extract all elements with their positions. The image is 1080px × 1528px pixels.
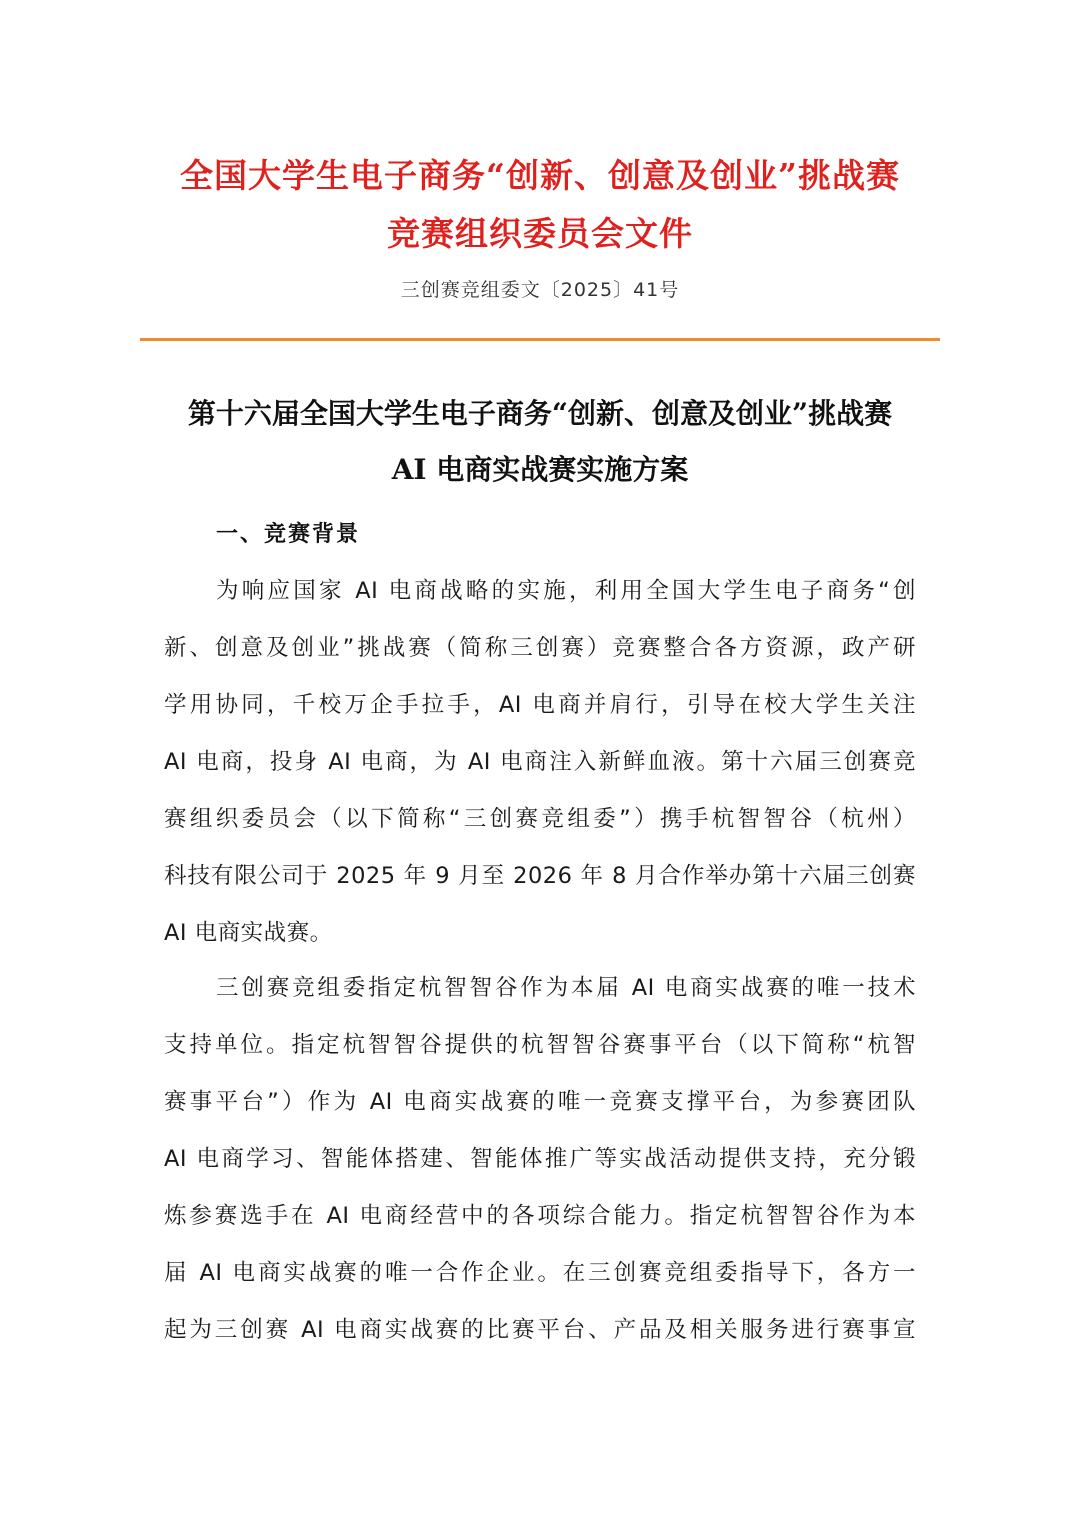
paragraph2-line: 炼参赛选手在 AI 电商经营中的各项综合能力。指定杭智智谷作为本 bbox=[164, 1203, 916, 1229]
document-title-line1: 第十六届全国大学生电子商务“创新、创意及创业”挑战赛 bbox=[187, 397, 893, 430]
paragraph1-line: 科技有限公司于 2025 年 9 月至 2026 年 8 月合作举办第十六届三创赛 bbox=[164, 863, 916, 889]
header-title-line2: 竞赛组织委员会文件 bbox=[387, 214, 693, 253]
paragraph2-line: 三创赛竞组委指定杭智智谷作为本届 AI 电商实战赛的唯一技术 bbox=[216, 975, 916, 1001]
paragraph1-line: AI 电商实战赛。 bbox=[164, 920, 333, 946]
paragraph2-line: AI 电商学习、智能体搭建、智能体推广等实战活动提供支持，充分锻 bbox=[164, 1146, 916, 1172]
paragraph2-line: 起为三创赛 AI 电商实战赛的比赛平台、产品及相关服务进行赛事宣 bbox=[164, 1317, 916, 1343]
header-divider bbox=[140, 338, 940, 341]
document-number: 三创赛竞组委文〔2025〕41号 bbox=[400, 279, 680, 301]
paragraph1-line: 为响应国家 AI 电商战略的实施，利用全国大学生电子商务“创 bbox=[216, 578, 916, 604]
header-title-line1: 全国大学生电子商务“创新、创意及创业”挑战赛 bbox=[180, 156, 900, 195]
paragraph2-line: 届 AI 电商实战赛的唯一合作企业。在三创赛竞组委指导下，各方一 bbox=[164, 1260, 916, 1286]
paragraph2-line: 支持单位。指定杭智智谷提供的杭智智谷赛事平台（以下简称“杭智 bbox=[164, 1032, 916, 1058]
paragraph2-line: 赛事平台”）作为 AI 电商实战赛的唯一竞赛支撑平台，为参赛团队 bbox=[164, 1089, 916, 1115]
paragraph1-line: 学用协同，千校万企手拉手，AI 电商并肩行，引导在校大学生关注 bbox=[164, 692, 916, 718]
paragraph1-line: AI 电商，投身 AI 电商，为 AI 电商注入新鲜血液。第十六届三创赛竞 bbox=[164, 749, 916, 775]
section-heading-background: 一、竞赛背景 bbox=[216, 521, 361, 547]
document-title-line2: AI 电商实战赛实施方案 bbox=[391, 453, 689, 486]
paragraph1-line: 赛组织委员会（以下简称“三创赛竞组委”）携手杭智智谷（杭州） bbox=[164, 806, 916, 832]
paragraph1-line: 新、创意及创业”挑战赛（简称三创赛）竞赛整合各方资源，政产研 bbox=[164, 635, 916, 661]
